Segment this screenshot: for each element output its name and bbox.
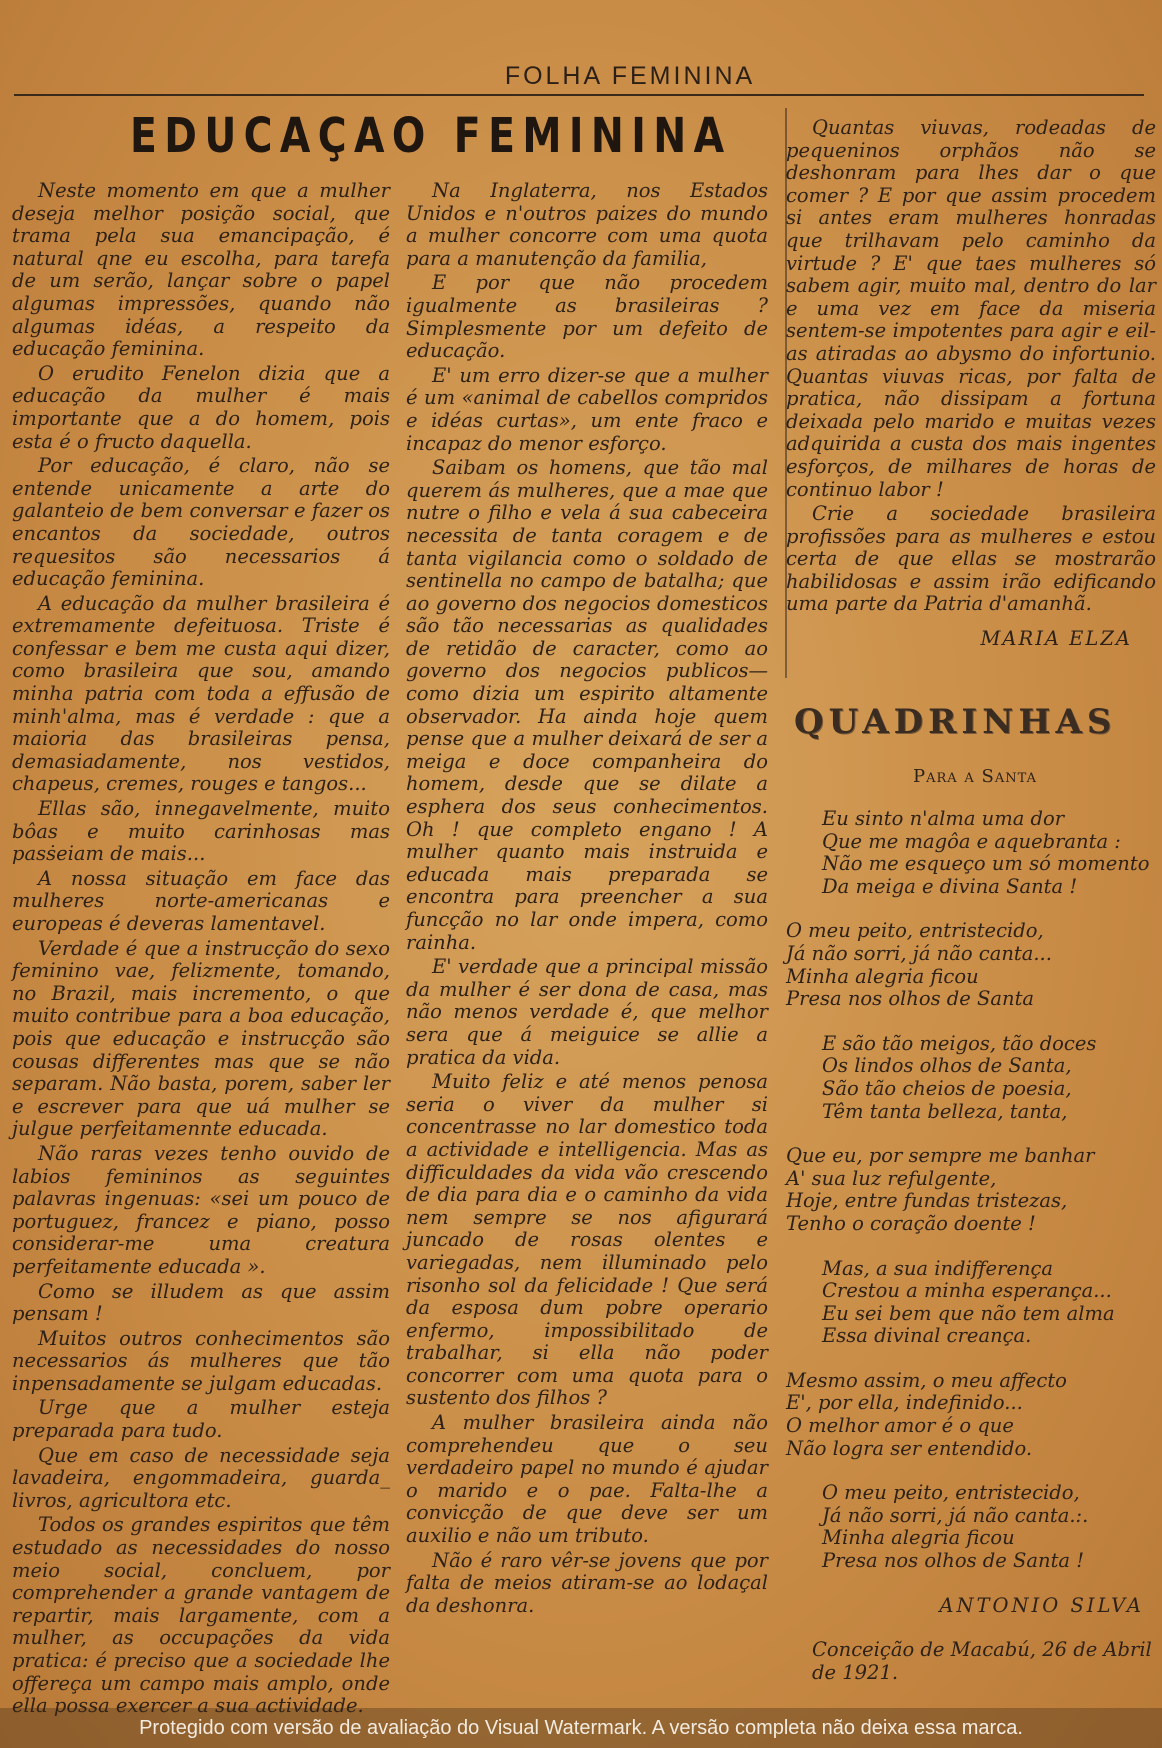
article-paragraph: Como se illudem as que assim pensam !	[12, 1279, 390, 1326]
article-paragraph: Urge que a mulher esteja preparada para tudo.	[12, 1396, 390, 1443]
article-column-3	[786, 117, 1156, 651]
poem-line: Que me magôa e aquebranta :	[822, 829, 1121, 853]
poem-dedication: Para a Santa	[913, 766, 1037, 787]
poem-line: Os lindos olhos de Santa,	[822, 1054, 1072, 1078]
article-column-1	[12, 180, 390, 1720]
article-paragraph: Verdade é que a instrucção do sexo feminino vae, felizmente, tomando, no Brazil, mais incremento, o que muito contribue para a boa educação, pois que educação e instrucção são cousas differentes mas que se não separam. Não basta, porem, saber ler e escrever para que uá mulher se julgue perfeitamennte educada.	[12, 936, 390, 1141]
article-paragraph: Neste momento em que a mulher deseja melhor posição social, que trama pela sua emancipação, é natural qne eu escolha, para tarefa de um serão, lançar sobre o papel algumas impressões, quando não algumas idéas, a respeito da educação feminina.	[12, 179, 390, 361]
article-paragraph: Todos os grandes espiritos que têm estudado as necessidades do nosso meio social, concluem, por comprehender a grande vantagem de repartir, mais largamente, com a mulher, as occupações da vida pratica: é preciso que a sociedade lhe offereça um campo mais amplo, onde ella possa exercer a sua actividade.	[12, 1513, 390, 1718]
article-paragraph: Muito feliz e até menos penosa seria o viver da mulher si concentrasse no lar domestico toda a actividade e intelligencia. Mas as difficuldades da vida vão crescendo de dia para dia e o caminho da vida nem sempre se nos afigurará juncado de rosas olentes e variegadas, nem illuminado pelo risonho sol da felicidade ! Que será da esposa dum pobre operario enfermo, impossibilitado de trabalhar, si ella não poder concorrer com uma quota para o sustento dos filhos ?	[406, 1070, 768, 1410]
article-paragraph: Por educação, é claro, não se entende unicamente a arte do galanteio de bem conversar e fazer os encantos da sociedade, outros requesitos são necessarios á educação feminina.	[12, 454, 390, 591]
article-paragraph: Que em caso de necessidade seja lavadeira, engommadeira, guarda_ livros, agricultora etc.	[12, 1443, 390, 1512]
article-paragraph: Na Inglaterra, nos Estados Unidos e n'outros paizes do mundo a mulher concorre com uma quota para a manutenção da familia,	[406, 179, 768, 270]
poem-line: Crestou a minha esperança...	[822, 1279, 1112, 1303]
poem-stanza	[786, 1145, 1158, 1235]
running-head: FOLHA FEMININA	[504, 62, 756, 90]
poem-line: Essa divinal creança.	[822, 1324, 1032, 1348]
poem-dateline: Conceição de Macabú, 26 de Abril de 1921.	[812, 1638, 1152, 1684]
poem-line: Já não sorri, já não canta...	[786, 941, 1052, 965]
poem-line: Mas, a sua indifferença	[822, 1256, 1054, 1280]
poem-body	[786, 808, 1158, 1684]
article-paragraph: E' um erro dizer-se que a mulher é um «animal de cabellos compridos e idéas curtas», um ente fraco e incapaz do menor esforço.	[406, 363, 768, 455]
header-rule	[14, 94, 1144, 96]
poem-line: Não me esqueço um só momento	[822, 852, 1150, 876]
poem-line: Presa nos olhos de Santa	[786, 987, 1035, 1011]
poem-line: Minha alegria ficou	[786, 964, 979, 988]
poem-stanza	[786, 920, 1158, 1010]
poem-stanza	[786, 1033, 1158, 1123]
article-author: MARIA ELZA	[980, 627, 1132, 651]
poem-stanza	[786, 1482, 1158, 1572]
poem-line: Da meiga e divina Santa !	[822, 874, 1078, 898]
poem-line: Eu sei bem que não tem alma	[822, 1301, 1115, 1325]
watermark-banner: Protegido com versão de avaliação do Visual Watermark. A versão completa não deixa essa marca.	[0, 1708, 1162, 1748]
poem-line: E', por ella, indefinido...	[786, 1391, 1023, 1415]
poem-line: O meu peito, entristecido,	[822, 1481, 1080, 1505]
poem-line: A' sua luz refulgente,	[786, 1166, 997, 1190]
poem-author: ANTONIO SILVA	[939, 1593, 1144, 1617]
poem-line: São tão cheios de poesia,	[822, 1076, 1072, 1100]
poem-line: O melhor amor é o que	[786, 1414, 1014, 1438]
poem-line: Não logra ser entendido.	[786, 1436, 1033, 1460]
poem-line: Eu sinto n'alma uma dor	[822, 807, 1065, 830]
poem-line: Já não sorri, já não canta.:.	[822, 1503, 1089, 1527]
article-paragraph: E por que não procedem igualmente as brasileiras ? Simplesmente por um defeito de educação.	[406, 271, 768, 363]
article-paragraph: Quantas viuvas, rodeadas de pequeninos orphãos não se deshonram para lhes dar o que comer ? E por que assim procedem si antes eram mulheres honradas que trilhavam pelo caminho da virtude ? E' que taes mulheres só sabem agir, muito mal, dentro do lar e uma vez em face da miseria sentem-se impotentes para agir e eil-as atiradas ao abysmo do infortunio. Quantas viuvas ricas, por falta de pratica, não dissipam a fortuna deixada pelo marido e muitas vezes adquirida a custa dos mais ingentes esforços, de milhares de horas de continuo labor !	[786, 116, 1156, 501]
poem-line: Tenho o coração doente !	[786, 1211, 1036, 1235]
poem-line: Hoje, entre fundas tristezas,	[786, 1189, 1068, 1213]
poem-line: Presa nos olhos de Santa !	[822, 1549, 1085, 1573]
poem-stanza	[786, 1258, 1158, 1348]
poem-line: E são tão meigos, tão doces	[822, 1031, 1097, 1055]
article-paragraph: Não é raro vêr-se jovens que por falta de meios atiram-se ao lodaçal da deshonra.	[406, 1548, 768, 1617]
article-paragraph: A educação da mulher brasileira é extremamente defeituosa. Triste é confessar e bem me custa aqui dizer, como brasileira que sou, amando minha patria com toda a effusão de minh'alma, mas é verdade : que a maioria das brasileiras pensa, demasiadamente, nos vestidos, chapeus, cremes, rouges e tangos...	[12, 591, 390, 796]
poem-line: O meu peito, entristecido,	[786, 919, 1044, 943]
article-paragraph: Saibam os homens, que tão mal querem ás mulheres, que a mae que nutre o filho e vela á sua cabeceira necessita de tanta coragem e de tanta vigilancia como o soldado de sentinella no campo de batalha; que ao governo dos negocios domesticos são tão necessarias as qualidades de retidão de caracter, como ao governo dos negocios publicos— como dizia um espirito altamente observador. Ha ainda hoje quem pense que a mulher deixará de ser a meiga e doce companheira do homem, desde que se dilate a esphera dos seus conhecimentos. Oh ! que completo engano ! A mulher quanto mais instruida e educada mais preparada se encontra para preencher a sua funcção no lar onde impera, como rainha.	[406, 456, 768, 954]
poem-stanza	[786, 808, 1158, 898]
article-title: EDUCAÇAO FEMININA	[130, 108, 732, 164]
article-paragraph: Não raras vezes tenho ouvido de labios femininos as seguintes palavras ingenuas: «sei um pouco de portuguez, francez e piano, posso considerar-me uma creatura perfeitamente educada ».	[12, 1141, 390, 1278]
article-paragraph: Ellas são, innegavelmente, muito bôas e muito carinhosas mas pasṡeiam de mais...	[12, 797, 390, 866]
article-column-2	[406, 180, 768, 1619]
poem-stanza	[786, 1370, 1158, 1460]
article-paragraph: Crie a sociedade brasileira profissões para as mulheres e estou certa de que ellas se mostrarão habilidosas e assim irão edificando uma parte da Patria d'amanhã.	[786, 502, 1156, 616]
article-paragraph: E' verdade que a principal missão da mulher é ser dona de casa, mas não menos verdade é, que melhor sera que á meiguice se allie a pratica da vida.	[406, 955, 768, 1069]
poem-line: Mesmo assim, o meu affecto	[786, 1368, 1067, 1392]
article-paragraph: O erudito Fenelon dizia que a educação da mulher é mais importante que a do homem, pois esta é o fructo daquella.	[12, 361, 390, 453]
poem-line: Minha alegria ficou	[822, 1526, 1015, 1550]
poem-line: Têm tanta belleza, tanta,	[822, 1099, 1068, 1123]
poem-title: QUADRINHAS	[794, 702, 1117, 742]
poem-line: Que eu, por sempre me banhar	[786, 1144, 1095, 1168]
article-paragraph: Muitos outros conhecimentos são necessarios ás mulheres que tão inpensadamente se julgam educadas.	[12, 1326, 390, 1395]
article-paragraph: A mulher brasileira ainda não comprehendeu que o seu verdadeiro papel no mundo é ajudar o marido e o pae. Falta-lhe a convicção de que deve ser um auxilio e não um tributo.	[406, 1411, 768, 1548]
article-paragraph: A nossa situação em face das mulheres norte-americanas e europeas é deveras lamentavel.	[12, 866, 390, 935]
